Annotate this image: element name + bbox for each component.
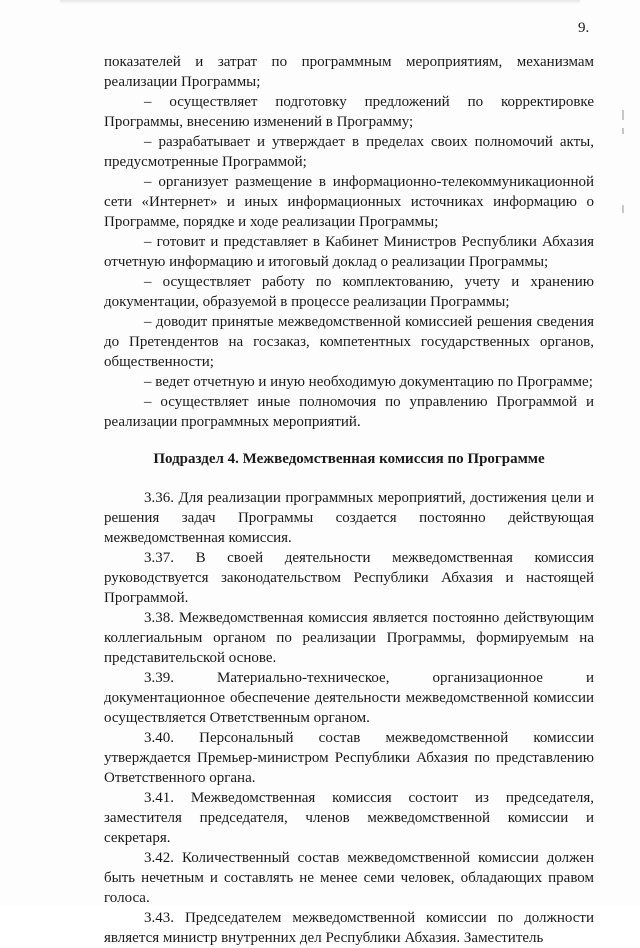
clause-paragraph: 3.40. Персональный состав межведомственной комиссии утверждается Премьер-министром Республики Абхазия по представлению Ответственного органа. — [104, 730, 594, 786]
page-number: 9. — [578, 20, 590, 36]
list-item: – осуществляет подготовку предложений по корректировке Программы, внесению изменений в Программу; — [104, 94, 594, 130]
clause-paragraph: 3.38. Межведомственная комиссия является постоянно действующим коллегиальным органом по реализации Программы, формируемым на представительской основе. — [104, 610, 594, 666]
list-item: – организует размещение в информационно-телекоммуникационной сети «Интернет» и иных информационных источниках информацию о Программе, порядке и ходе реализации Программы; — [104, 174, 594, 230]
section-heading: Подраздел 4. Межведомственная комиссия по Программе — [153, 451, 545, 467]
list-item: – разрабатывает и утверждает в пределах своих полномочий акты, предусмотренные Программой; — [104, 134, 594, 170]
list-item: – доводит принятые межведомственной комиссией решения сведения до Претендентов на госзаказ, компетентных государственных органов, общественности; — [104, 314, 594, 370]
commission-clauses — [104, 488, 594, 948]
clause-paragraph: 3.42. Количественный состав межведомственной комиссии должен быть нечетным и составлять не менее семи человек, обладающих правом голоса. — [104, 850, 594, 906]
clause-paragraph: 3.39. Материально-техническое, организационное и документационное обеспечение деятельности межведомственной комиссии осуществляется Ответственным органом. — [104, 670, 594, 726]
scan-mark — [622, 128, 624, 134]
scan-mark — [622, 110, 624, 120]
document-body — [104, 52, 594, 948]
scan-mark — [622, 205, 624, 213]
list-item: – осуществляет иные полномочия по управлению Программой и реализации программных мероприятий. — [104, 394, 594, 430]
list-item: – ведет отчетную и иную необходимую документацию по Программе; — [144, 374, 593, 390]
list-item: – осуществляет работу по комплектованию, учету и хранению документации, образуемой в процессе реализации Программы; — [104, 274, 594, 310]
list-item: показателей и затрат по программным мероприятиям, механизмам реализации Программы; — [104, 54, 594, 90]
clause-paragraph: 3.36. Для реализации программных мероприятий, достижения цели и решения задач Программы создается постоянно действующая межведомственная комиссия. — [104, 490, 594, 546]
clause-paragraph: 3.41. Межведомственная комиссия состоит из председателя, заместителя председателя, членов межведомственной комиссии и секретаря. — [104, 790, 594, 846]
clause-paragraph: 3.37. В своей деятельности межведомственная комиссия руководствуется законодательством Республики Абхазия и настоящей Программой. — [104, 550, 594, 606]
scan-edge — [60, 0, 580, 4]
list-item: – готовит и представляет в Кабинет Министров Республики Абхазия отчетную информацию и итоговый доклад о реализации Программы; — [104, 234, 594, 270]
responsibilities-list — [104, 52, 594, 432]
clause-paragraph: 3.43. Председателем межведомственной комиссии по должности является министр внутренних дел Республики Абхазия. Заместитель — [104, 910, 594, 946]
